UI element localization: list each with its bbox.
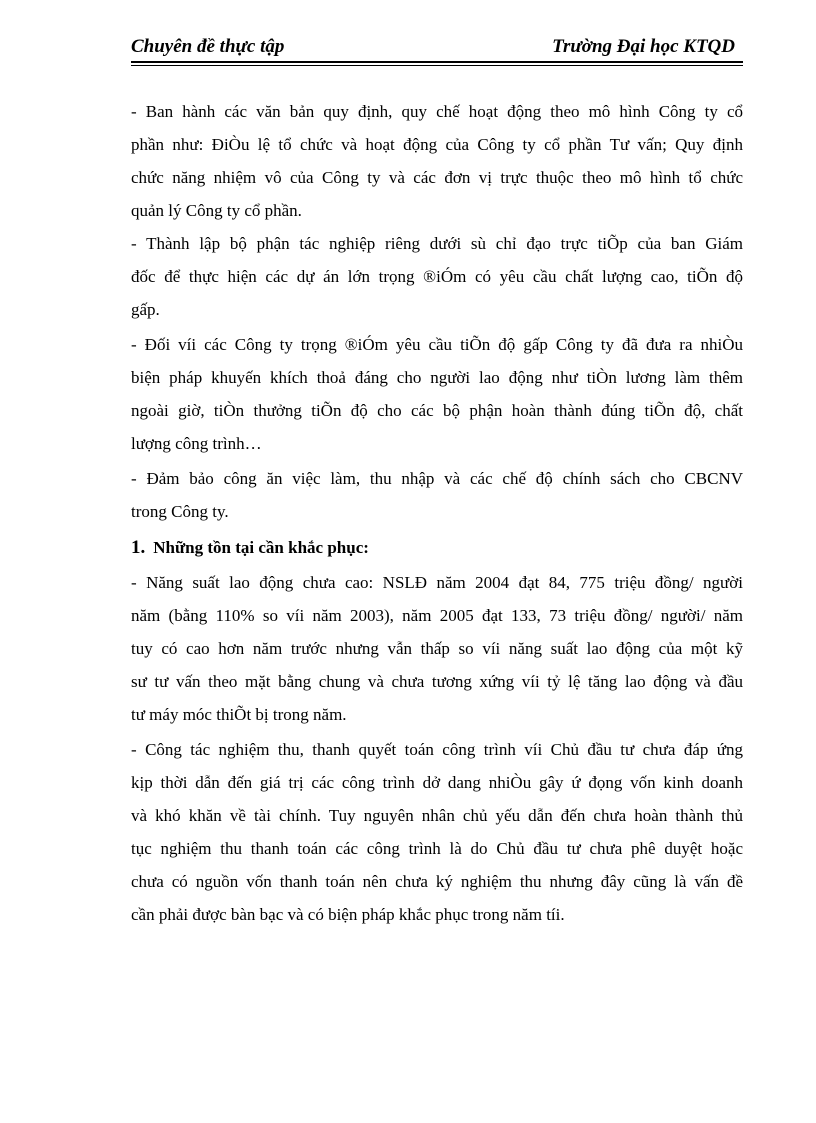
header-title-right: Trường Đại học KTQD [552, 36, 735, 57]
text-line: - Công tác nghiệm thu, thanh quyết toán công trình víi Chủ đầu tư chưa đáp ứng [131, 740, 743, 759]
text-line: - Đối víi các Công ty trọng ®iÓm yêu cầu tiÕn độ gấp Công ty đã đưa ra nhiÒu [131, 335, 743, 354]
text-line: phần như: ĐiÒu lệ tổ chức và hoạt động của Công ty cổ phần Tư vấn; Quy định [131, 135, 743, 154]
header-title-left: Chuyên đề thực tập [131, 36, 285, 57]
section-heading [131, 535, 369, 561]
text-line: và khó khăn về tài chính. Tuy nguyên nhân chủ yếu dẫn đến chưa hoàn thành thủ [131, 806, 743, 825]
text-line: kịp thời dẫn đến giá trị các công trình dở dang nhiÒu gây ứ đọng vốn kinh doanh [131, 773, 743, 792]
text-line: trong Công ty. [131, 502, 229, 521]
text-line: đốc để thực hiện các dự án lớn trọng ®iÓm có yêu cầu chất lượng cao, tiÕn độ [131, 267, 743, 286]
text-line: gấp. [131, 300, 160, 319]
text-line: tuy có cao hơn năm trước nhưng vẫn thấp so víi năng suất lao động của một kỹ [131, 639, 743, 658]
text-line: - Ban hành các văn bản quy định, quy chế hoạt động theo mô hình Công ty cổ [131, 102, 743, 121]
text-line: cần phải được bàn bạc và có biện pháp khắc phục trong năm tíi. [131, 905, 565, 924]
section-number: 1. [131, 537, 146, 558]
text-line: tư máy móc thiÕt bị trong năm. [131, 705, 347, 724]
text-line: - Đảm bảo công ăn việc làm, thu nhập và các chế độ chính sách cho CBCNV [131, 469, 743, 488]
text-line: quản lý Công ty cổ phần. [131, 201, 302, 220]
text-line: tục nghiệm thu thanh toán các công trình là do Chủ đầu tư chưa phê duyệt hoặc [131, 839, 743, 858]
text-line: - Thành lập bộ phận tác nghiệp riêng dưới sù chỉ đạo trực tiÕp của ban Giám [131, 234, 743, 253]
text-line: chưa có nguồn vốn thanh toán nên chưa ký nghiệm thu nhưng đây cũng là vấn đề [131, 872, 743, 891]
text-line: lượng công trình… [131, 434, 262, 453]
header-rule-thick [131, 61, 743, 63]
header-rule-thin [131, 65, 743, 66]
text-line: - Năng suất lao động chưa cao: NSLĐ năm 2004 đạt 84, 775 triệu đồng/ người [131, 573, 743, 592]
text-line: sư tư vấn theo mặt bằng chung và chưa tương xứng víi tỷ lệ tăng lao động và đầu [131, 672, 743, 691]
section-title: Những tồn tại cần khắc phục: [153, 538, 369, 557]
text-line: chức năng nhiệm vô của Công ty và các đơn vị trực thuộc theo mô hình tổ chức [131, 168, 743, 187]
text-line: năm (bằng 110% so víi năm 2003), năm 2005 đạt 133, 73 triệu đồng/ người/ năm [131, 606, 743, 625]
text-line: ngoài giờ, tiÒn thưởng tiÕn độ cho các bộ phận hoàn thành đúng tiÕn độ, chất [131, 401, 743, 420]
text-line: biện pháp khuyến khích thoả đáng cho người lao động như tiÒn lương làm thêm [131, 368, 743, 387]
